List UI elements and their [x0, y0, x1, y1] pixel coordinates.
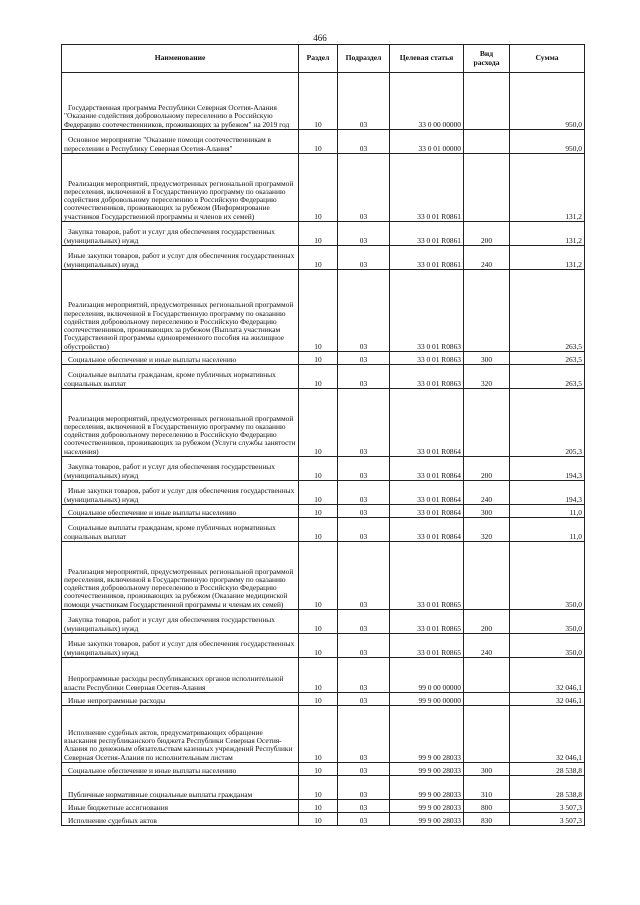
- row-subsection: 03: [338, 130, 390, 154]
- row-sum: 263,5: [510, 270, 585, 352]
- row-target: 33 0 01 R0863: [390, 365, 464, 389]
- row-target: 33 0 01 R0861: [390, 246, 464, 270]
- row-section: 10: [299, 505, 338, 518]
- row-section: 10: [299, 481, 338, 505]
- row-sum: 263,5: [510, 352, 585, 365]
- row-section: 10: [299, 352, 338, 365]
- row-subsection: 03: [338, 800, 390, 813]
- row-name: [62, 634, 299, 658]
- row-name-text: Социальное обеспечение и иные выплаты населению: [68, 765, 237, 775]
- row-name: [62, 706, 299, 763]
- row-name: [62, 693, 299, 706]
- row-expense-type: 240: [464, 246, 510, 270]
- row-name-text: Социальное обеспечение и иные выплаты населению: [68, 354, 237, 364]
- row-expense-type: 830: [464, 813, 510, 826]
- row-expense-type: 200: [464, 222, 510, 246]
- table-row: [62, 693, 585, 706]
- row-expense-type: 310: [464, 776, 510, 800]
- row-name-text: Иные закупки товаров, работ и услуг для обеспечения государственных (муниципальных) нужд: [64, 639, 295, 657]
- row-name-text: Социальное обеспечение и иные выплаты населению: [68, 507, 237, 517]
- row-sum: 131,2: [510, 222, 585, 246]
- row-name: [62, 154, 299, 222]
- row-expense-type: [464, 130, 510, 154]
- row-name: [62, 389, 299, 457]
- row-target: 99 9 00 28033: [390, 776, 464, 800]
- row-expense-type: [464, 73, 510, 130]
- table-row: [62, 352, 585, 365]
- row-subsection: 03: [338, 634, 390, 658]
- table-row: [62, 518, 585, 542]
- row-name-text: Исполнение судебных актов, предусматривающих обращение взыскания республиканского бюджета Республики Северная Осетия-Алания по денежным обязательствам казенных учреждений Республики Северная Осетия-Алания по исполнительным листам: [64, 727, 293, 762]
- row-sum: 32 046,1: [510, 706, 585, 763]
- row-name: [62, 270, 299, 352]
- row-expense-type: [464, 389, 510, 457]
- row-section: 10: [299, 800, 338, 813]
- table-row: [62, 813, 585, 826]
- row-name: [62, 222, 299, 246]
- row-sum: 11,0: [510, 518, 585, 542]
- table-row: [62, 222, 585, 246]
- row-section: 10: [299, 693, 338, 706]
- row-target: 33 0 01 R0861: [390, 222, 464, 246]
- table-row: [62, 610, 585, 634]
- table-row: [62, 130, 585, 154]
- row-subsection: 03: [338, 658, 390, 693]
- table-row: [62, 658, 585, 693]
- row-target: 33 0 01 R0863: [390, 352, 464, 365]
- row-section: 10: [299, 365, 338, 389]
- row-name-text: Реализация мероприятий, предусмотренных региональной программой переселения, включенной в Государственную программу по оказанию содействия добровольному переселению в Российскую Федерацию соотечественников, проживающих за рубежом (Услуги службы занятости населения): [64, 413, 296, 456]
- row-name: [62, 352, 299, 365]
- row-target: 33 0 01 R0863: [390, 270, 464, 352]
- row-subsection: 03: [338, 270, 390, 352]
- row-name-text: Реализация мероприятий, предусмотренных региональной программой переселения, включенной в Государственную программу по оказанию содействия добровольному переселению в Российскую Федерацию соотечественников, проживающих за рубежом (Информирование участников Государственной программы и членов их семей): [64, 178, 294, 221]
- row-section: 10: [299, 270, 338, 352]
- row-target: 33 0 01 R0861: [390, 154, 464, 222]
- row-subsection: 03: [338, 73, 390, 130]
- row-target: 33 0 01 R0864: [390, 389, 464, 457]
- row-target: 99 0 00 00000: [390, 658, 464, 693]
- row-subsection: 03: [338, 505, 390, 518]
- row-name: [62, 658, 299, 693]
- row-name-text: Закупка товаров, работ и услуг для обеспечения государственных (муниципальных) нужд: [64, 615, 275, 633]
- row-section: 10: [299, 130, 338, 154]
- table-row: [62, 154, 585, 222]
- row-expense-type: 320: [464, 365, 510, 389]
- col-target-header: Целевая статья: [390, 45, 464, 73]
- budget-table: [61, 44, 585, 826]
- row-target: 33 0 01 R0864: [390, 457, 464, 481]
- row-target: 33 0 01 R0864: [390, 505, 464, 518]
- row-name: [62, 73, 299, 130]
- row-name: [62, 505, 299, 518]
- table-row: [62, 706, 585, 763]
- row-subsection: 03: [338, 693, 390, 706]
- row-section: 10: [299, 154, 338, 222]
- row-name: [62, 542, 299, 610]
- row-name: [62, 610, 299, 634]
- row-name-text: Социальные выплаты гражданам, кроме публичных нормативных социальных выплат: [64, 523, 276, 541]
- row-expense-type: 240: [464, 481, 510, 505]
- row-subsection: 03: [338, 542, 390, 610]
- row-sum: 194,3: [510, 457, 585, 481]
- row-subsection: 03: [338, 246, 390, 270]
- row-subsection: 03: [338, 365, 390, 389]
- table-row: [62, 365, 585, 389]
- row-target: 99 9 00 28033: [390, 763, 464, 776]
- row-subsection: 03: [338, 813, 390, 826]
- row-sum: 950,0: [510, 130, 585, 154]
- row-name: [62, 763, 299, 776]
- row-target: 33 0 00 00000: [390, 73, 464, 130]
- row-name-text: Публичные нормативные социальные выплаты гражданам: [68, 789, 253, 799]
- row-name-text: Государственная программа Республики Северная Осетия-Алания "Оказание содействия добровольному переселению в Российскую Федерацию соотечественников, проживающих за рубежом" на 2019 год: [64, 103, 290, 129]
- row-name-text: Реализация мероприятий, предусмотренных региональной программой переселения, включенной в Государственную программу по оказанию содействия добровольному переселению в Российскую Федерацию соотечественников, проживающих за рубежом (Выплата участникам Государственной программы единовременного пособия на жилищное обустройство): [64, 300, 294, 351]
- row-subsection: 03: [338, 457, 390, 481]
- row-name-text: Иные бюджетные ассигнования: [68, 802, 169, 812]
- row-target: 99 9 00 28033: [390, 800, 464, 813]
- table-row: [62, 800, 585, 813]
- row-sum: 28 538,8: [510, 776, 585, 800]
- row-section: 10: [299, 222, 338, 246]
- row-name: [62, 813, 299, 826]
- row-name: [62, 800, 299, 813]
- row-target: 33 0 01 R0865: [390, 542, 464, 610]
- row-name-text: Основное мероприятие "Оказание помощи соотечественникам в переселении в Республику Северная Осетия-Алания": [64, 135, 271, 153]
- row-name: [62, 518, 299, 542]
- row-subsection: 03: [338, 481, 390, 505]
- table-header-row: [62, 45, 585, 73]
- row-sum: 263,5: [510, 365, 585, 389]
- row-sum: 950,0: [510, 73, 585, 130]
- col-expense-type-header: Вид расхода: [464, 45, 510, 73]
- row-expense-type: [464, 542, 510, 610]
- row-sum: 350,0: [510, 610, 585, 634]
- row-section: 10: [299, 610, 338, 634]
- row-section: 10: [299, 246, 338, 270]
- row-subsection: 03: [338, 610, 390, 634]
- row-sum: 205,3: [510, 389, 585, 457]
- row-name: [62, 365, 299, 389]
- row-name-text: Иные закупки товаров, работ и услуг для обеспечения государственных (муниципальных) нужд: [64, 486, 295, 504]
- row-section: 10: [299, 706, 338, 763]
- row-name-text: Иные непрограммные расходы: [68, 695, 166, 705]
- row-sum: 350,0: [510, 634, 585, 658]
- row-sum: 3 507,3: [510, 800, 585, 813]
- row-expense-type: 300: [464, 505, 510, 518]
- table-row: [62, 776, 585, 800]
- row-target: 33 0 01 R0865: [390, 610, 464, 634]
- row-sum: 11,0: [510, 505, 585, 518]
- row-name-text: Социальные выплаты гражданам, кроме публичных нормативных социальных выплат: [64, 370, 276, 388]
- row-expense-type: 200: [464, 457, 510, 481]
- row-name: [62, 457, 299, 481]
- col-sum-header: Сумма: [510, 45, 585, 73]
- row-section: 10: [299, 634, 338, 658]
- row-section: 10: [299, 658, 338, 693]
- row-subsection: 03: [338, 518, 390, 542]
- row-subsection: 03: [338, 763, 390, 776]
- row-section: 10: [299, 518, 338, 542]
- col-name-header: Наименование: [62, 45, 299, 73]
- row-name-text: Закупка товаров, работ и услуг для обеспечения государственных (муниципальных) нужд: [64, 462, 275, 480]
- row-name-text: Исполнение судебных актов: [68, 815, 157, 825]
- table-row: [62, 246, 585, 270]
- row-subsection: 03: [338, 222, 390, 246]
- row-subsection: 03: [338, 776, 390, 800]
- row-sum: 3 507,3: [510, 813, 585, 826]
- row-expense-type: [464, 154, 510, 222]
- row-sum: 350,0: [510, 542, 585, 610]
- row-target: 33 0 01 R0864: [390, 518, 464, 542]
- row-sum: 194,3: [510, 481, 585, 505]
- row-target: 33 0 01 R0864: [390, 481, 464, 505]
- row-sum: 32 046,1: [510, 693, 585, 706]
- row-section: 10: [299, 813, 338, 826]
- row-section: 10: [299, 542, 338, 610]
- row-section: 10: [299, 763, 338, 776]
- row-target: 33 0 01 R0865: [390, 634, 464, 658]
- row-expense-type: [464, 270, 510, 352]
- row-target: 99 9 00 28033: [390, 706, 464, 763]
- page-number: 466: [313, 33, 327, 43]
- table-row: [62, 505, 585, 518]
- row-sum: 131,2: [510, 154, 585, 222]
- row-expense-type: 300: [464, 352, 510, 365]
- row-sum: 131,2: [510, 246, 585, 270]
- row-subsection: 03: [338, 154, 390, 222]
- row-section: 10: [299, 389, 338, 457]
- row-expense-type: 300: [464, 763, 510, 776]
- row-expense-type: 240: [464, 634, 510, 658]
- table-row: [62, 634, 585, 658]
- row-sum: 32 046,1: [510, 658, 585, 693]
- table-row: [62, 481, 585, 505]
- col-section-header: Раздел: [299, 45, 338, 73]
- row-target: 99 9 00 00000: [390, 693, 464, 706]
- row-subsection: 03: [338, 352, 390, 365]
- row-target: 99 9 00 28033: [390, 813, 464, 826]
- table-row: [62, 389, 585, 457]
- row-sum: 28 538,8: [510, 763, 585, 776]
- row-expense-type: 320: [464, 518, 510, 542]
- row-section: 10: [299, 776, 338, 800]
- table-body: [62, 73, 585, 826]
- table-row: [62, 542, 585, 610]
- row-expense-type: [464, 706, 510, 763]
- row-expense-type: [464, 693, 510, 706]
- row-name-text: Непрограммные расходы республиканских органов исполнительной власти Республики Северная Осетия-Алания: [64, 674, 284, 692]
- row-target: 33 0 01 00000: [390, 130, 464, 154]
- row-expense-type: [464, 658, 510, 693]
- row-name: [62, 246, 299, 270]
- table-row: [62, 457, 585, 481]
- row-name-text: Реализация мероприятий, предусмотренных региональной программой переселения, включенной в Государственную программу по оказанию содействия добровольному переселению в Российскую Федерацию соотечественников, проживающих за рубежом (Оказание медицинской помощи участникам Государственной программы и членам их семей): [64, 566, 294, 609]
- table-row: [62, 270, 585, 352]
- col-subsection-header: Подраздел: [338, 45, 390, 73]
- table-row: [62, 763, 585, 776]
- row-expense-type: 200: [464, 610, 510, 634]
- row-subsection: 03: [338, 389, 390, 457]
- row-section: 10: [299, 457, 338, 481]
- row-name-text: Закупка товаров, работ и услуг для обеспечения государственных (муниципальных) нужд: [64, 227, 275, 245]
- row-expense-type: 800: [464, 800, 510, 813]
- row-name-text: Иные закупки товаров, работ и услуг для обеспечения государственных (муниципальных) нужд: [64, 251, 295, 269]
- table-row: [62, 73, 585, 130]
- row-name: [62, 481, 299, 505]
- row-subsection: 03: [338, 706, 390, 763]
- row-section: 10: [299, 73, 338, 130]
- row-name: [62, 776, 299, 800]
- row-name: [62, 130, 299, 154]
